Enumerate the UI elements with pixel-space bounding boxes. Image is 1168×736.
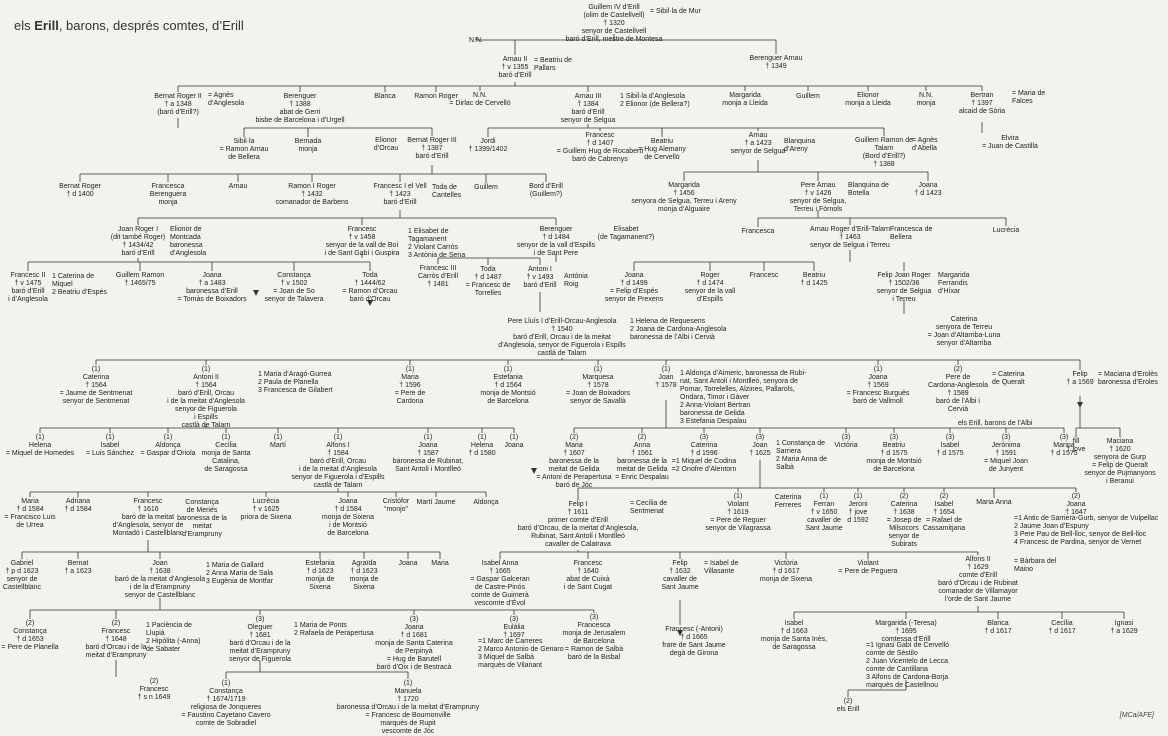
person-pere-arnau: Pere Arnau † v 1426 senyor de Selgua, Terreu i Fórnols — [789, 182, 847, 213]
person-erill-final: (2) els Erill — [836, 698, 860, 713]
person-estefania-montsio: (1) Estefania † d 1564 monja de Montsió de Barcelona — [480, 366, 536, 405]
person-antonia-roig: Antònia Roig — [564, 273, 588, 288]
person-maria-gelida: (2) Maria † 1607 baronessa de la meitat de Gelida = Antoni de Perapertusa baró de Jóc — [536, 434, 612, 489]
person-joana-perpinya: (3) Joana † d 1681 monja de Santa Caterina de Perpinyà = Hug de Barutell baró d’Oix i de Bestracà — [375, 616, 453, 671]
person-elvira: Elvira = Juan de Castilla — [982, 135, 1038, 150]
person-joan-roger1: Joan Roger I (dit també Roger) † 1434/42 baró d’Erill — [110, 226, 166, 257]
person-arnau-selgua: Arnau † a 1423 senyor de Selgua — [730, 132, 786, 155]
person-nn-monja: N.N. monja — [916, 92, 936, 107]
person-cecilia-saragossa: (1) Cecília monja de Santa Catalina, de Saragossa — [201, 434, 251, 473]
person-maria-g9: Maria — [431, 560, 449, 567]
person-francesc-1616: Francesc † 1616 baró de la meitat d’Anglesola, senyor de Montadó i Castellblanc — [112, 498, 184, 537]
person-toda-cantelles: Toda de Cantelles — [432, 184, 462, 199]
person-arnau-g3: Arnau — [228, 183, 248, 190]
person-marti-jaume: Martí Jaume — [416, 499, 456, 506]
person-francesc-1649: (2) Francesc † s n 1649 — [137, 678, 171, 701]
person-francesca-jerusalem: (3) Francesca monja de Jerusalem de Barcelona = Ramon de Salbà baró de la Bisbal — [562, 614, 626, 661]
person-bernat-roger-g3: Bernat Roger † d 1400 — [59, 183, 101, 198]
person-marina-1575: (3) Marina † d 1575 — [1050, 434, 1078, 457]
person-toda-orcau: Toda † 1444/62 = Ramon d’Orcau baró d’Orcau — [342, 272, 398, 303]
person-caterina-queralt: = Caterina de Queralt — [992, 371, 1025, 386]
person-joana-1423: Joana † d 1423 — [914, 182, 942, 197]
person-joan-1625: (3) Joan † 1625 — [749, 434, 771, 457]
person-elionor-orcau: Elionor d’Orcau — [373, 137, 399, 152]
person-arnau3-wives: 1 Sibil·la d’Anglesola 2 Elionor (de Bellera?) — [620, 93, 690, 108]
person-blanca1: Blanca — [374, 93, 396, 100]
person-manuela: (1) Manuela † 1720 baronessa d’Orcau i de la meitat d’Erampruny = Francesc de Bournonville marquès de Rupit vescomte de Jóc — [336, 680, 480, 735]
person-anna-gelida: (2) Anna † 1561 baronessa de la meitat de Gelida = Enric Despalau — [615, 434, 669, 481]
person-francesc2-wives: 1 Caterina de Miquel 2 Beatriu d’Espés — [52, 273, 107, 296]
person-joana-1647-husbands: =1 Antic de Sarriera-Gurb, senyor de Vulpellac 2 Jaume Joan d’Espuny 3 Pere Pau de Bell-lloc, senyor de Bell-lloc 4 Francesc de Pardina, senyor de Vernet — [1014, 515, 1159, 546]
person-pere-lluis-wives: 1 Helena de Requesens 2 Joana de Cardona-Anglesola baronessa de l’Albi i Cervià — [630, 318, 727, 341]
person-agraida-sixena: Agraïda † d 1623 monja de Sixena — [349, 560, 379, 591]
person-felip-1632: Felip † 1632 cavaller de Sant Jaume — [661, 560, 699, 591]
person-caterina-codina: (3) Caterina † d 1596 =1 Miquel de Codina =2 Onofre d’Alentorn — [671, 434, 737, 473]
person-oleguer: (3) Oleguer † 1681 baró d’Orcau i de la meitat d’Erampruny senyor de Figuerola — [229, 616, 291, 663]
person-bernat-roger2: Bernat Roger II † a 1348 (baró d’Erill?) — [154, 93, 202, 116]
person-guillem4: Guillem IV d’Erill (olim de Castellvell) † 1320 senyor de Castellvell baró d’Erill, mestre de Montesa — [565, 4, 663, 43]
person-blanquina-areny: Blanquina d’Areny — [784, 138, 816, 153]
person-maria-cardona: (1) Maria † 1596 = Pere de Cardona — [394, 366, 426, 405]
person-sibilia-mur: = Sibil·la de Mur — [650, 8, 701, 15]
person-joan-1638-wives: 1 Maria de Gallard 2 Anna Maria de Sala 3 Eugènia de Montfar — [206, 562, 273, 585]
person-sibil-la2: Sibil·la = Ramon Arnau de Bellera — [219, 138, 269, 161]
person-joan-1578: (1) Joan † 1578 — [655, 366, 677, 389]
person-joana-rubinat: (1) Joana † 1587 baronessa de Rubinat, Sant Antolí i Montlleó — [392, 434, 464, 473]
person-guillem1: Guillem — [796, 93, 820, 100]
person-margarida-husbands: =1 Ignasi Gabí de Cervelló comte de Sèstilo 2 Juan Vicentelo de Lecca comte de Cantillana 3 Alfons de Cardona-Borja marquès de Castellnou — [866, 642, 950, 689]
person-alfons1: (1) Alfons I † 1584 baró d’Erill, Orcau i de la meitat d’Anglesola senyor de Figuerola i d’Espills castlà de Talarn — [291, 434, 385, 489]
person-francesca-bellera: Francesca de Bellera — [890, 226, 933, 241]
person-francesca-g4: Francesca — [741, 228, 775, 235]
person-antoni2-wives: 1 Maria d’Aragó-Gurrea 2 Paula de Planella 3 Francesca de Gilabert — [258, 371, 333, 394]
person-francesc-rocabert: Francesc † d 1407 = Guillem Hug de Rocabertí baró de Cabrenys — [556, 132, 644, 163]
person-margarida-teresa: Margarida (-Teresa) † 1695 comtessa d’Erill — [875, 620, 937, 643]
person-maria-falces: = Maria de Falces — [1012, 90, 1046, 105]
person-caterina-terreu: Caterina senyora de Terreu = Joan d’Altarriba-Luna senyor d’Altarriba — [927, 316, 1001, 347]
person-maciana-gurp: Maciana † 1620 senyora de Gurp = Felip de Queralt senyor de Pujmanyons i Beranui — [1084, 438, 1156, 485]
person-beatriu-pallars: = Beatriu de Pallars — [534, 57, 572, 72]
person-nn0: N.N. — [469, 37, 483, 44]
person-aldonca-oriola: (1) Aldonça = Gaspar d’Oriola — [140, 434, 196, 457]
person-francesc1: Francesc I el Vell † 1423 baró d’Erill — [373, 183, 427, 206]
person-cecilia-sentmenat: = Cecília de Sentmenat — [630, 500, 668, 515]
person-eulalia-husbands: =1 Marc de Carreres 2 Marco Antonio de Genaro 3 Miquel de Salbà marquès de Vilanant — [478, 638, 564, 669]
person-joana-boixadors: Joana † a 1483 baronessa d’Erill = Tomàs de Boixadors — [177, 272, 247, 303]
person-arnau2: Arnau II † v 1355 baró d’Erill — [498, 56, 532, 79]
person-maria-urrea: Maria † d 1584 = Francisco Luis de Urrea — [4, 498, 56, 529]
person-nn-cervello: N.N. = Dirlac de Cervelló — [449, 92, 511, 107]
person-caterina-milsocors: (2) Caterina † 1638 = Josep de Milsocors senyor de Subirats — [886, 493, 922, 548]
person-fill-jove: fill † jove — [1066, 438, 1086, 453]
person-isabel-1575: (3) Isabel † d 1575 — [936, 434, 964, 457]
person-blanca-1617: Blanca † d 1617 — [984, 620, 1012, 635]
person-isabel-anna-evol: Isabel Anna † 1665 = Gaspar Galceran de Castre-Pinós comte de Guimerà vescomte d’Évol — [470, 560, 530, 607]
person-berenguer-espills: Berenguer † d 1484 senyor de la vall d’Espills i de Sant Pere — [516, 226, 596, 257]
person-ramon-roger: Ramon Roger — [414, 93, 458, 100]
person-agnes-anglesola: = Agnès d’Anglesola — [208, 92, 245, 107]
person-maria-anna: Maria Anna — [976, 499, 1012, 506]
person-joan-1625-wives: 1 Constança de Sarriera 2 Maria Anna de Salbà — [776, 440, 827, 471]
person-jordi1: Jordi † 1399/1402 — [468, 138, 508, 153]
person-maciana-eroles: = Maciana d’Erolès baronessa d’Eroles — [1098, 371, 1158, 386]
person-caterina-ferreres: Caterina Ferreres — [774, 494, 802, 509]
genealogy-title: els Erill, barons, després comtes, d’Erill — [14, 18, 244, 33]
person-barbara-maino: = Bàrbara del Maino — [1014, 558, 1057, 573]
person-isabel-villasante: = Isabel de Villasante — [704, 560, 739, 575]
person-antoni1: Antoni I † v 1493 baró d’Erill — [523, 266, 557, 289]
person-ferran-1650: (1) Ferran † v 1650 cavaller de Sant Jaume — [805, 493, 843, 532]
person-jeroni-1592: (1) Jeroni † jove d 1592 — [847, 493, 869, 524]
person-violant-peguera: Violant = Pere de Peguera — [838, 560, 898, 575]
person-elionor-montcada: Elionor de Montcada baronessa d’Anglesola — [170, 226, 207, 257]
person-beatriu-montsio: (3) Beatriu † d 1575 monja de Montsió de Barcelona — [866, 434, 922, 473]
person-joan-1578-wives: 1 Aldonça d’Aimeric, baronessa de Rubi- nat, Sant Antolí i Montlleó, senyora de Pomar, Torrelelles, Alzines, Pallarols, Ondara, Timor i Gàver 2 Anna-Violant Bertran baronessa de Gelida 3 Estefania Despalau — [680, 370, 807, 425]
person-francesc-boi: Francesc † v 1458 senyor de la vall de Boí i de Sant Gabí i Guspira — [324, 226, 400, 257]
person-jeronima: (3) Jerònima † 1591 = Miquel Joan de Junyent — [984, 434, 1028, 473]
person-felip-joan-roger: Felip Joan Roger † 1502/36 senyor de Selgua i Terreu — [876, 272, 932, 303]
person-guillem-ramon: Guillem Ramon de Talarn (Bord d’Erill?) † 1388 — [855, 137, 913, 168]
person-joana-g9: Joana — [398, 560, 418, 567]
person-francesc-boi-wives: 1 Elisabet de Tagamanent 2 Violant Carròs 3 Antònia de Sena — [408, 228, 466, 259]
person-marquesa-savalla: (1) Marquesa † 1578 = Joan de Boixadors senyor de Savallà — [565, 366, 631, 405]
person-bernat-1623: Bernat † a 1623 — [64, 560, 92, 575]
person-pere-cardona: (2) Pere de Cardona-Anglesola † 1589 baró de l’Albi i Cervià — [928, 366, 988, 413]
person-bertran: Bertran † 1397 alcaid de Sòria — [958, 92, 1006, 115]
person-berenguer-arnau: Berenguer Arnau † 1349 — [749, 55, 803, 70]
person-isabel-1663: Isabel † d 1663 monja de Santa Inès, de Saragossa — [760, 620, 828, 651]
person-berenguer-gerri: Berenguer † 1388 abat de Gerri bisbe de Barcelona i d’Urgell — [255, 93, 345, 124]
person-francesc-1648-wives: 1 Paciència de Llupià 2 Hipòlita (-Anna) de Sabater — [146, 622, 201, 653]
person-joan-1638: Joan † 1638 baró de la meitat d’Anglesola i de la d’Erampruny senyor de Castellblanc — [114, 560, 206, 599]
person-lucrecia-g4: Lucrècia — [992, 227, 1020, 234]
person-constanca-baronessa: Constança de Meriés baronessa de la meitat d’Erampruny — [177, 499, 227, 538]
person-victoria-sixena: Victòria † d 1617 monja de Sixena — [759, 560, 813, 583]
person-violant-vilagrassa: (1) Violant † 1619 = Pere de Reguer senyor de Vilagrassa — [705, 493, 771, 532]
person-agnes-abella: = Agnès d’Abella — [912, 137, 938, 152]
person-oleguer-wives: 1 Maria de Ponts 2 Rafaela de Perapertusa — [294, 622, 374, 637]
person-francesca-berenguera: Francesca Berenguera monja — [149, 183, 187, 206]
person-gabriel: Gabriel † p d 1623 senyor de Castellblanc — [2, 560, 42, 591]
person-joana-g7: (1) Joana — [504, 434, 524, 449]
person-constanca-planella: (2) Constança † d 1653 = Pere de Planella — [1, 620, 59, 651]
person-caterina-sentmenat: (1) Caterina † 1564 = Jaume de Sentmenat senyor de Sentmenat — [59, 366, 133, 405]
person-victoria1: (3) Victòria — [834, 434, 858, 449]
person-estefania-sixena: Estefania † d 1623 monja de Sixena — [305, 560, 335, 591]
person-bernat-roger3: Bernat Roger III † 1387 baró d’Erill — [407, 137, 457, 160]
person-bernada: Bernada monja — [294, 138, 322, 153]
person-beatriu-1425: Beatriu † d 1425 — [800, 272, 828, 287]
person-francesc-1648: (2) Francesc † 1648 baró d’Orcau i de la meitat d’Erampruny — [85, 620, 147, 659]
person-cecilia-1617: Cecília † d 1617 — [1048, 620, 1076, 635]
person-adriana: Adriana † d 1584 — [64, 498, 92, 513]
person-cristofor: Cristòfor “monjo” — [382, 498, 410, 513]
person-joana-sixena: Joana † d 1584 monja de Sixena i de Montsió de Barcelona — [321, 498, 375, 537]
person-elionor1: Elionor monja a Lleida — [845, 92, 891, 107]
person-bord-erill: Bord d’Erill (Guillem?) — [529, 183, 563, 198]
person-helena-homedes: (1) Helena = Miquel de Homedes — [5, 434, 75, 457]
person-arnau-roger-talarn: Arnau Roger d’Erill-Talarn † 1463 senyor de Selgua i Terreu — [809, 226, 891, 249]
person-guillem-ramon-g5: Guillem Ramon † 1465/75 — [115, 272, 165, 287]
person-felip-1569: Felip † a 1569 — [1066, 371, 1094, 386]
person-francesc-g5: Francesc — [749, 272, 779, 279]
person-francesc-cuixa: Francesc † 1640 abat de Cuixà i de Sant Cugat — [563, 560, 613, 591]
person-francesc3: Francesc III Carròs d’Erill † 1481 — [417, 265, 459, 288]
person-marti1: (1) Martí — [270, 434, 286, 449]
credit-label: [MCa/AFE] — [1119, 712, 1154, 719]
person-guillem-g3: Guillem — [474, 184, 498, 191]
person-joana-vallmoll: (1) Joana † 1569 = Francesc Burguès baró de Vallmoll — [846, 366, 910, 405]
person-elisabet-tagamanent: Elisabet (de Tagamanent?) — [597, 226, 655, 241]
person-toda-torrelles: Toda † d 1487 = Francesc de Torrelles — [465, 266, 511, 297]
person-isabel-sanchez: (1) Isabel = Luis Sánchez — [85, 434, 135, 457]
person-constanca-jonqueres: (1) Constança † 1674/1719 religiosa de Jonqueres = Faustino Cayetano Cavero comte de Sobradiel — [181, 680, 271, 727]
person-margarida1: Margarida monja a Lleida — [722, 92, 768, 107]
person-isabel-cassamitjana: (2) Isabel † 1654 = Rafael de Cassamitjana — [922, 493, 966, 532]
person-beatriu1: Beatriu = Hug Alemany de Cervelló — [638, 138, 686, 161]
person-blanquina-botella: Blanquina de Botella — [848, 182, 889, 197]
person-aldonca-g8: Aldonça — [473, 499, 499, 506]
person-margarida-ferrandis: Margarida Ferrandis d’Híxar — [938, 272, 970, 295]
person-lucrecia-sixena: Lucrècia † v 1625 priora de Sixena — [240, 498, 292, 521]
person-arnau3: Arnau III † 1384 baró d’Erill senyor de Selgua — [560, 93, 616, 124]
person-helena-1580: (1) Helena † d 1580 — [468, 434, 496, 457]
person-francesc2: Francesc II † v 1475 baró d’Erill i d’Anglesola — [8, 272, 48, 303]
person-ramon-barbens: Ramon I Roger † 1432 comanador de Barbens — [275, 183, 349, 206]
person-ignasi-1629: Ignasi † a 1629 — [1110, 620, 1138, 635]
person-francesc-girona: Francesc (-Antoni) † d 1665 frare de Sant Jaume degà de Girona — [662, 626, 726, 657]
person-joana-1647: (2) Joana † 1647 — [1065, 493, 1087, 516]
person-antoni2: (1) Antoni II † 1564 baró d’Erill, Orcau i de la meitat d’Anglesola senyor de Figuerola i Espills castlà de Talarn — [167, 366, 245, 429]
person-joana-prexens: Joana † d 1499 = Felip d’Espés senyor de Prexens — [604, 272, 664, 303]
person-eulalia-1697: (3) Eulàlia † 1697 — [503, 616, 525, 639]
person-felip1: Felip I † 1611 primer comte d’Erill baró d’Orcau, de la meitat d’Anglesola, Rubinat, Sant Antolí i Montlleó cavaller de Calatrava — [517, 501, 639, 548]
person-constanca-talavera: Constança † v 1502 = Joan de So senyor de Talavera — [264, 272, 324, 303]
person-alfons2: Alfons II † 1629 comte d’Erill baró d’Orcau i de Rubinat comanador de Villamayor l’orde de Sant Jaume — [938, 556, 1018, 603]
person-pere-lluis: Pere Lluís I d’Erill-Orcau-Anglesola † 1540 baró d’Erill, Orcau i de la meitat d’Anglesola, senyor de Figuerola i Espills castlà de Talarn — [498, 318, 626, 357]
person-erill-albi: els Erill, barons de l’Albi — [958, 420, 1033, 427]
person-margarida-terreu: Margarida † 1456 senyora de Selgua, Terreu i Areny monja d’Alguaire — [631, 182, 737, 213]
person-roger-espills: Roger † d 1474 senyor de la vall d’Espills — [684, 272, 736, 303]
